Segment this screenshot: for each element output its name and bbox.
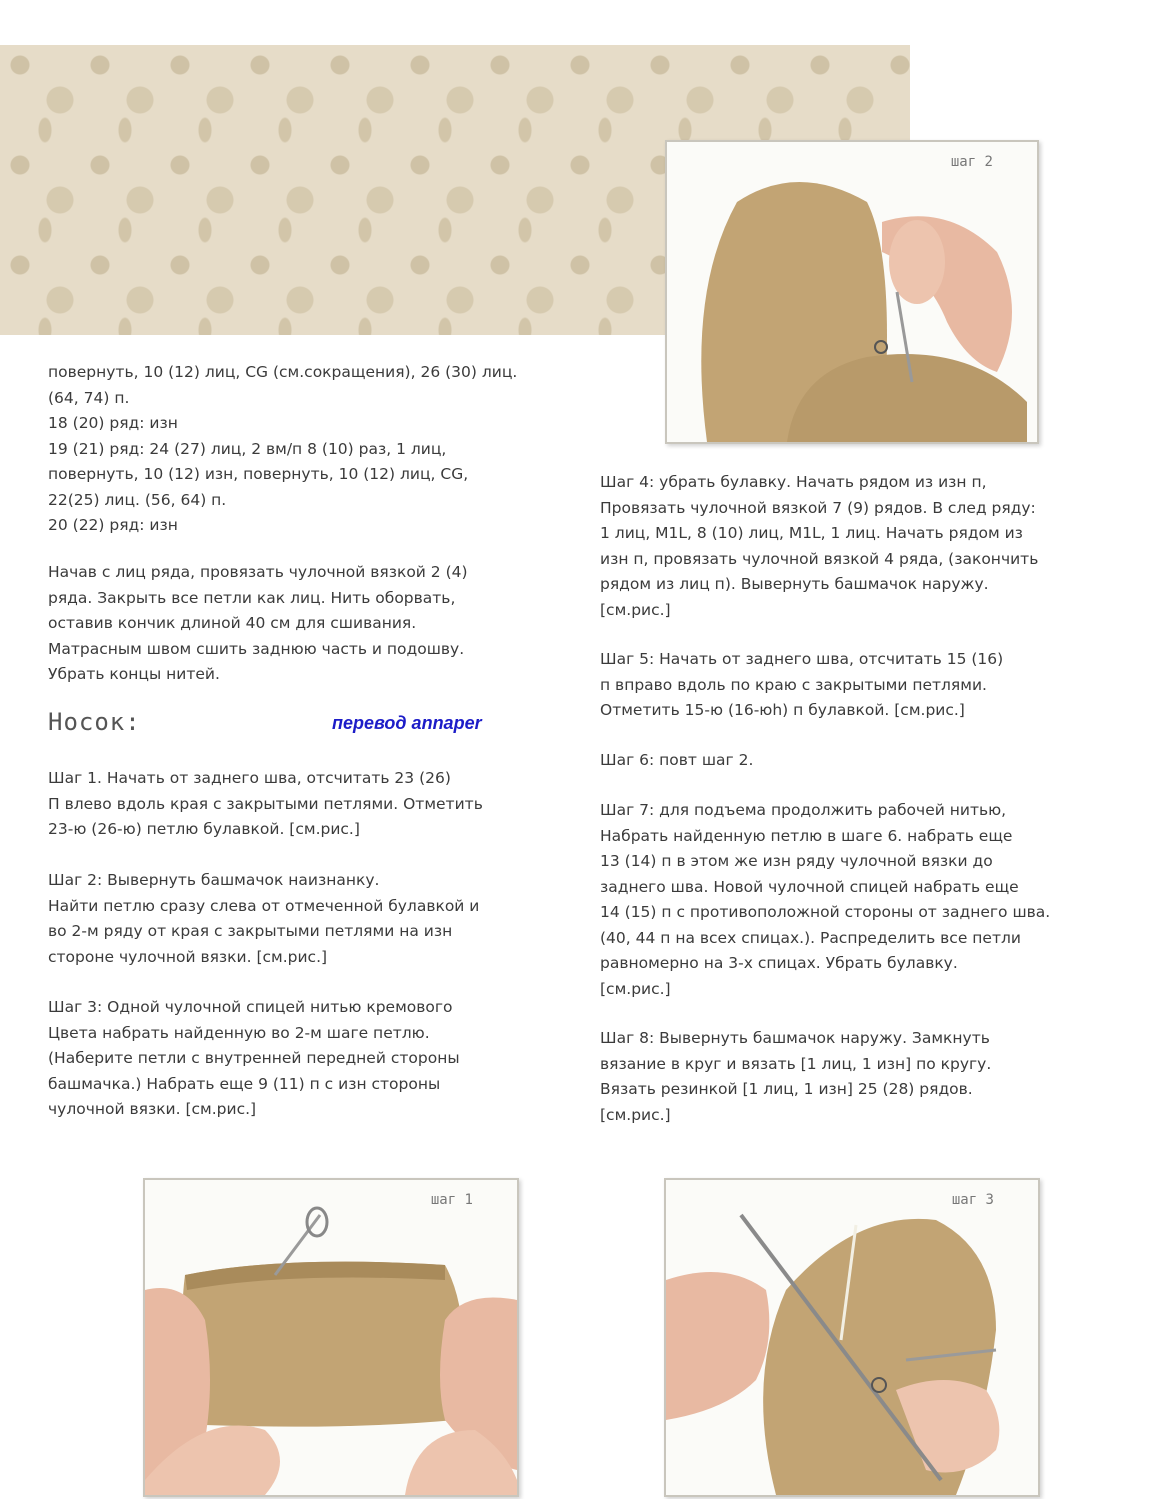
section-heading: Носок: xyxy=(48,708,141,736)
finishing-paragraph: Начав с лиц ряда, провязать чулочной вязкой 2 (4) ряда. Закрыть все петли как лиц. Нить оборвать, оставив кончик длиной 40 см для сшивания. Матрасным швом сшить заднюю часть и подошву. Убрать концы нитей. xyxy=(48,563,468,683)
photo-step-1 xyxy=(143,1178,519,1497)
photo-step-2 xyxy=(665,140,1039,444)
intro-rows-text: повернуть, 10 (12) лиц, CG (см.сокращения), 26 (30) лиц. (64, 74) п. 18 (20) ряд: изн 19 (21) ряд: 24 (27) лиц, 2 вм/п 8 (10) раз, 1 лиц, повернуть, 10 (12) изн, повернуть, 10 (12) лиц, CG, 22(25) лиц. (56, 64) п. 20 (22) ряд: изн xyxy=(48,363,518,534)
step-7-text: Шаг 7: для подъема продолжить рабочей нитью, Набрать найденную петлю в шаге 6. набрать еще 13 (14) п в этом же изн ряду чулочной вязки до заднего шва. Новой чулочной спицей набрать еще 14 (15) п с противоположной стороны от заднего шва. (40, 44 п на всех спицах.). Распределить все петли равномерно на 3-х спицах. Убрать булавку. [см.рис.] xyxy=(600,801,1051,998)
photo-label: шаг 2 xyxy=(950,154,993,170)
translation-credit: перевод annaper xyxy=(332,713,482,733)
step-8-text: Шаг 8: Вывернуть башмачок наружу. Замкнуть вязание в круг и вязать [1 лиц, 1 изн] по кругу. Вязать резинкой [1 лиц, 1 изн] 25 (28) рядов. [см.рис.] xyxy=(600,1029,992,1124)
photo-label: шаг 1 xyxy=(430,1192,473,1208)
step-4-text: Шаг 4: убрать булавку. Начать рядом из изн п, Провязать чулочной вязкой 7 (9) рядов. В след ряду: 1 лиц, M1L, 8 (10) лиц, M1L, 1 лиц. Начать рядом из изн п, провязать чулочной вязкой 4 ряда, (закончить рядом из лиц п). Вывернуть башмачок наружу. [см.рис.] xyxy=(600,473,1039,619)
step-3-text: Шаг 3: Одной чулочной спицей нитью кремового Цвета набрать найденную во 2-м шаге петлю. (Наберите петли с внутренней передней стороны башмачка.) Набрать еще 9 (11) п с изн стороны чулочной вязки. [см.рис.] xyxy=(48,998,460,1118)
step-2-text: Шаг 2: Вывернуть башмачок наизнанку. Найти петлю сразу слева от отмеченной булавкой и во 2-м ряду от края с закрытыми петлями на изн стороне чулочной вязки. [см.рис.] xyxy=(48,871,480,966)
knitted-bootie-illustration xyxy=(145,1180,517,1495)
photo-step-3 xyxy=(664,1178,1040,1497)
photo-label: шаг 3 xyxy=(951,1192,994,1208)
step-6-text: Шаг 6: повт шаг 2. xyxy=(600,751,754,769)
knitted-bootie-illustration xyxy=(667,142,1037,442)
knitted-bootie-illustration xyxy=(666,1180,1038,1495)
step-1-text: Шаг 1. Начать от заднего шва, отсчитать 23 (26) П влево вдоль края с закрытыми петлями. Отметить 23-ю (26-ю) петлю булавкой. [см.рис.] xyxy=(48,769,483,838)
step-5-text: Шаг 5: Начать от заднего шва, отсчитать 15 (16) п вправо вдоль по краю с закрытыми петлями. Отметить 15-ю (16-юh) п булавкой. [см.рис.] xyxy=(600,650,1004,719)
